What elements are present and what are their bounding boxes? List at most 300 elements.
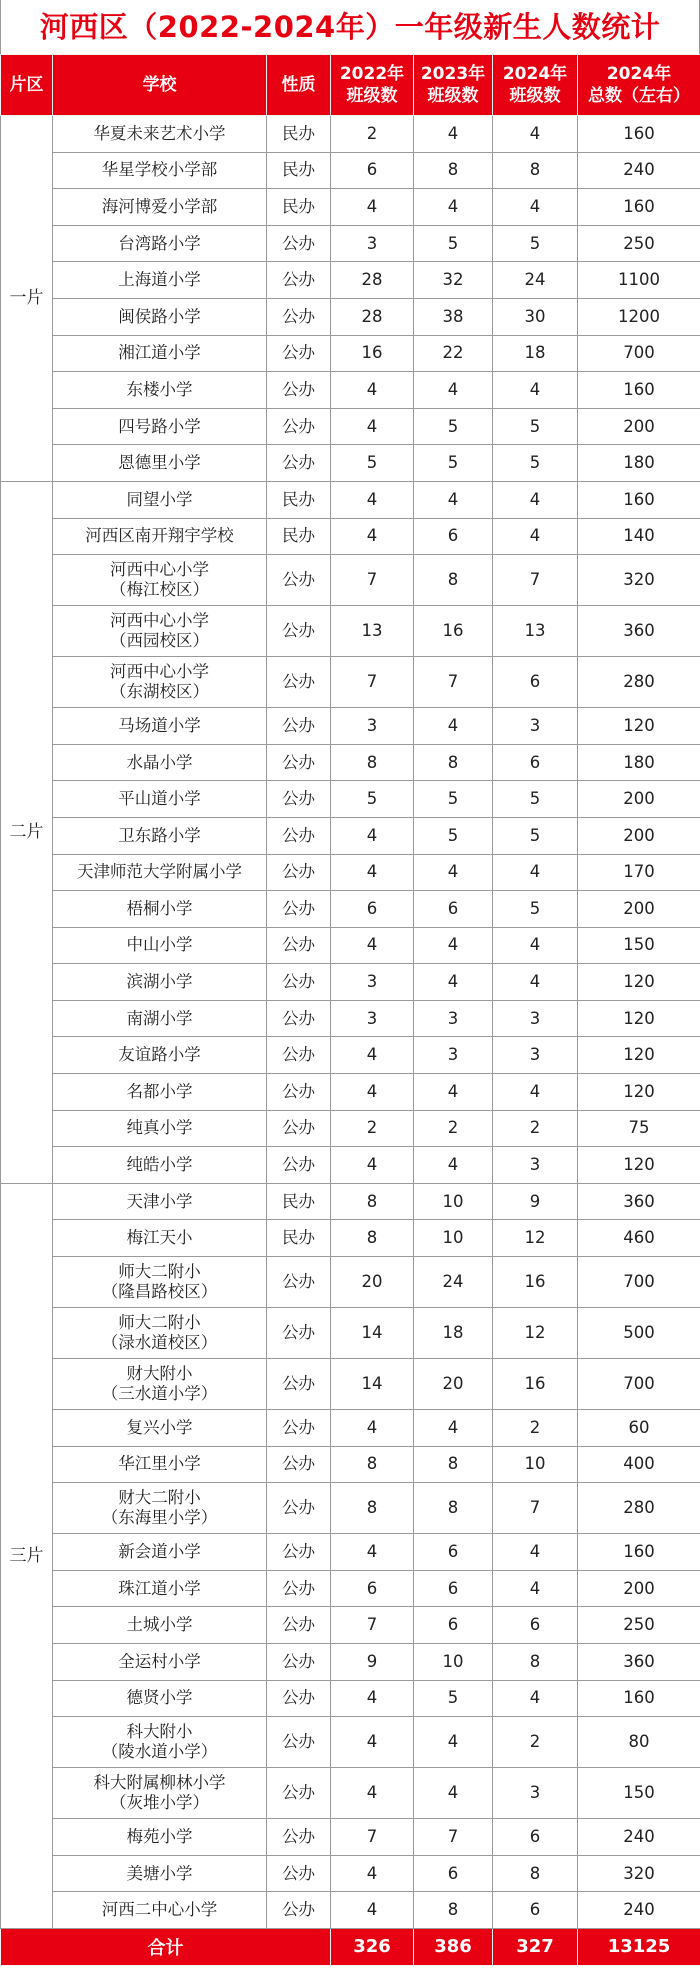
school-cell xyxy=(53,1717,267,1768)
classes-2023-cell: 6 xyxy=(414,1855,493,1892)
total-2024-cell: 460 xyxy=(578,1220,700,1257)
classes-2023-cell: 6 xyxy=(414,1570,493,1607)
classes-2024-cell: 4 xyxy=(493,116,578,153)
table-row xyxy=(1,152,700,189)
table-row xyxy=(1,1534,700,1571)
classes-2024-cell: 4 xyxy=(493,1680,578,1717)
school-name-line: 东楼小学 xyxy=(126,379,193,399)
type-cell: 公办 xyxy=(267,657,331,708)
school-cell xyxy=(53,1644,267,1681)
table-row xyxy=(1,1819,700,1856)
school-cell xyxy=(53,1607,267,1644)
table-row xyxy=(1,445,700,482)
classes-2022-cell: 8 xyxy=(331,1183,414,1220)
classes-2023-cell: 4 xyxy=(414,1074,493,1111)
type-cell: 民办 xyxy=(267,116,331,153)
total-label: 合计 xyxy=(1,1928,331,1965)
type-cell: 公办 xyxy=(267,1257,331,1308)
table-row xyxy=(1,335,700,372)
classes-2024-cell: 6 xyxy=(493,1607,578,1644)
classes-2022-cell: 4 xyxy=(331,1534,414,1571)
table-body xyxy=(1,116,700,1929)
classes-2024-cell: 5 xyxy=(493,445,578,482)
total-2024-cell: 160 xyxy=(578,189,700,226)
classes-2022-cell: 20 xyxy=(331,1257,414,1308)
classes-2022-cell: 4 xyxy=(331,408,414,445)
classes-2023-cell: 10 xyxy=(414,1220,493,1257)
classes-2024-cell: 13 xyxy=(493,606,578,657)
total-2024-cell: 150 xyxy=(578,927,700,964)
total-2024-cell: 1200 xyxy=(578,298,700,335)
school-cell xyxy=(53,1110,267,1147)
school-name-line: 梅苑小学 xyxy=(126,1826,193,1846)
classes-2022-cell: 4 xyxy=(331,372,414,409)
school-name-line: （东海里小学） xyxy=(101,1508,218,1528)
total-2023: 386 xyxy=(414,1928,493,1965)
school-name-line: 天津师范大学附属小学 xyxy=(77,862,242,882)
classes-2022-cell: 6 xyxy=(331,1570,414,1607)
table-row xyxy=(1,1147,700,1184)
school-cell xyxy=(53,781,267,818)
classes-2024-cell: 5 xyxy=(493,817,578,854)
classes-2022-cell: 6 xyxy=(331,152,414,189)
classes-2023-cell: 4 xyxy=(414,964,493,1001)
school-cell xyxy=(53,335,267,372)
district-cell: 一片 xyxy=(1,116,53,482)
classes-2023-cell: 10 xyxy=(414,1183,493,1220)
total-2024-cell: 160 xyxy=(578,372,700,409)
school-name-line: 河西区南开翔宇学校 xyxy=(85,526,234,546)
school-name-line: （三水道小学） xyxy=(101,1384,218,1404)
school-cell xyxy=(53,1183,267,1220)
total-2024-cell: 75 xyxy=(578,1110,700,1147)
classes-2023-cell: 16 xyxy=(414,606,493,657)
type-cell: 公办 xyxy=(267,1768,331,1819)
classes-2024-cell: 12 xyxy=(493,1220,578,1257)
total-2024-cell: 80 xyxy=(578,1717,700,1768)
school-cell xyxy=(53,1359,267,1410)
classes-2023-cell: 4 xyxy=(414,1768,493,1819)
school-name-line: 河西二中心小学 xyxy=(101,1900,218,1920)
school-name-line: 湘江道小学 xyxy=(118,343,201,363)
table-row xyxy=(1,408,700,445)
classes-2022-cell: 4 xyxy=(331,1892,414,1929)
school-name-line: 华星学校小学部 xyxy=(101,160,218,180)
total-2024-cell: 280 xyxy=(578,1483,700,1534)
school-cell xyxy=(53,225,267,262)
school-cell xyxy=(53,445,267,482)
school-name-line: （渌水道校区） xyxy=(101,1333,218,1353)
type-cell: 公办 xyxy=(267,1110,331,1147)
type-cell: 公办 xyxy=(267,744,331,781)
classes-2023-cell: 38 xyxy=(414,298,493,335)
classes-2024-cell: 5 xyxy=(493,891,578,928)
classes-2024-cell: 3 xyxy=(493,1147,578,1184)
type-cell: 公办 xyxy=(267,225,331,262)
school-name-line: 复兴小学 xyxy=(126,1417,193,1437)
classes-2024-cell: 4 xyxy=(493,854,578,891)
classes-2023-cell: 18 xyxy=(414,1308,493,1359)
school-name-line: 德贤小学 xyxy=(126,1688,193,1708)
classes-2023-cell: 8 xyxy=(414,555,493,606)
school-cell xyxy=(53,1147,267,1184)
school-name-line: （灰堆小学） xyxy=(110,1793,209,1813)
classes-2024-cell: 5 xyxy=(493,781,578,818)
school-cell xyxy=(53,964,267,1001)
table-row xyxy=(1,1892,700,1929)
type-cell: 公办 xyxy=(267,854,331,891)
classes-2024-cell: 4 xyxy=(493,372,578,409)
school-cell xyxy=(53,1000,267,1037)
school-cell xyxy=(53,262,267,299)
classes-2023-cell: 5 xyxy=(414,1680,493,1717)
classes-2024-cell: 8 xyxy=(493,152,578,189)
classes-2024-cell: 3 xyxy=(493,1768,578,1819)
school-cell xyxy=(53,116,267,153)
school-cell xyxy=(53,1680,267,1717)
classes-2023-cell: 4 xyxy=(414,116,493,153)
table-footer xyxy=(1,1928,700,1965)
classes-2024-cell: 7 xyxy=(493,1483,578,1534)
classes-2022-cell: 8 xyxy=(331,744,414,781)
total-2024-cell: 160 xyxy=(578,116,700,153)
table-row xyxy=(1,1446,700,1483)
total-2024-cell: 120 xyxy=(578,1147,700,1184)
type-cell: 公办 xyxy=(267,1483,331,1534)
type-cell: 公办 xyxy=(267,1819,331,1856)
school-name-line: 河西中心小学 xyxy=(110,560,209,580)
classes-2022-cell: 3 xyxy=(331,708,414,745)
school-name-line: 上海道小学 xyxy=(118,270,201,290)
classes-2023-cell: 4 xyxy=(414,481,493,518)
classes-2024-cell: 2 xyxy=(493,1410,578,1447)
classes-2024-cell: 2 xyxy=(493,1110,578,1147)
classes-2024-cell: 2 xyxy=(493,1717,578,1768)
table-row xyxy=(1,1308,700,1359)
school-name-line: 梧桐小学 xyxy=(126,898,193,918)
table-row xyxy=(1,964,700,1001)
school-name-line: 土城小学 xyxy=(126,1615,193,1635)
school-name-line: 马场道小学 xyxy=(118,715,201,735)
header-district: 片区 xyxy=(1,55,53,116)
type-cell: 公办 xyxy=(267,1855,331,1892)
classes-2022-cell: 13 xyxy=(331,606,414,657)
table-row xyxy=(1,1000,700,1037)
classes-2024-cell: 4 xyxy=(493,1570,578,1607)
school-cell xyxy=(53,481,267,518)
total-2024-cell: 500 xyxy=(578,1308,700,1359)
type-cell: 公办 xyxy=(267,1534,331,1571)
classes-2022-cell: 5 xyxy=(331,781,414,818)
table-row xyxy=(1,1037,700,1074)
school-cell xyxy=(53,1446,267,1483)
table-row xyxy=(1,1855,700,1892)
classes-2023-cell: 7 xyxy=(414,657,493,708)
table-header xyxy=(1,55,700,116)
classes-2022-cell: 8 xyxy=(331,1446,414,1483)
school-cell xyxy=(53,657,267,708)
school-name-line: 台湾路小学 xyxy=(118,233,201,253)
total-2024-cell: 160 xyxy=(578,1534,700,1571)
classes-2022-cell: 4 xyxy=(331,189,414,226)
school-name-line: 纯皓小学 xyxy=(126,1155,193,1175)
classes-2024-cell: 6 xyxy=(493,1819,578,1856)
total-2024-cell: 250 xyxy=(578,1607,700,1644)
classes-2022-cell: 3 xyxy=(331,1000,414,1037)
classes-2023-cell: 10 xyxy=(414,1644,493,1681)
school-name-line: （陵水道小学） xyxy=(101,1742,218,1762)
classes-2023-cell: 5 xyxy=(414,408,493,445)
type-cell: 公办 xyxy=(267,1644,331,1681)
table-row xyxy=(1,1570,700,1607)
classes-2022-cell: 4 xyxy=(331,854,414,891)
school-name-line: 平山道小学 xyxy=(118,789,201,809)
classes-2023-cell: 4 xyxy=(414,1147,493,1184)
total-2024-cell: 170 xyxy=(578,854,700,891)
classes-2024-cell: 6 xyxy=(493,657,578,708)
table-row xyxy=(1,606,700,657)
classes-2024-cell: 3 xyxy=(493,708,578,745)
classes-2023-cell: 6 xyxy=(414,1534,493,1571)
school-cell xyxy=(53,1855,267,1892)
table-row xyxy=(1,1644,700,1681)
classes-2022-cell: 4 xyxy=(331,1074,414,1111)
school-name-line: 南湖小学 xyxy=(126,1008,193,1028)
school-name-line: 科大附属柳林小学 xyxy=(93,1773,226,1793)
classes-2024-cell: 4 xyxy=(493,927,578,964)
type-cell: 公办 xyxy=(267,964,331,1001)
school-cell xyxy=(53,152,267,189)
school-cell xyxy=(53,817,267,854)
classes-2022-cell: 16 xyxy=(331,335,414,372)
total-2024-cell: 360 xyxy=(578,1183,700,1220)
total-2024-cell: 200 xyxy=(578,817,700,854)
table-row xyxy=(1,854,700,891)
total-2024-cell: 180 xyxy=(578,744,700,781)
school-cell xyxy=(53,708,267,745)
table-row xyxy=(1,927,700,964)
classes-2023-cell: 32 xyxy=(414,262,493,299)
table-row xyxy=(1,1110,700,1147)
total-2024-cell: 120 xyxy=(578,1037,700,1074)
type-cell: 公办 xyxy=(267,891,331,928)
classes-2022-cell: 4 xyxy=(331,1717,414,1768)
table-row xyxy=(1,1074,700,1111)
type-cell: 公办 xyxy=(267,298,331,335)
school-cell xyxy=(53,189,267,226)
type-cell: 公办 xyxy=(267,1892,331,1929)
total-2024: 327 xyxy=(493,1928,578,1965)
classes-2024-cell: 10 xyxy=(493,1446,578,1483)
header-2024-total: 2024年 总数（左右） xyxy=(578,55,700,116)
classes-2023-cell: 8 xyxy=(414,744,493,781)
school-cell xyxy=(53,1308,267,1359)
classes-2022-cell: 4 xyxy=(331,1410,414,1447)
total-2024-cell: 700 xyxy=(578,1359,700,1410)
school-cell xyxy=(53,606,267,657)
header-row xyxy=(1,55,700,116)
classes-2024-cell: 7 xyxy=(493,555,578,606)
classes-2024-cell: 12 xyxy=(493,1308,578,1359)
total-2024-cell: 240 xyxy=(578,1892,700,1929)
classes-2023-cell: 6 xyxy=(414,891,493,928)
school-name-line: （隆昌路校区） xyxy=(101,1282,218,1302)
classes-2022-cell: 2 xyxy=(331,1110,414,1147)
classes-2022-cell: 4 xyxy=(331,1680,414,1717)
classes-2024-cell: 8 xyxy=(493,1644,578,1681)
classes-2022-cell: 28 xyxy=(331,262,414,299)
table-row xyxy=(1,481,700,518)
classes-2023-cell: 4 xyxy=(414,927,493,964)
classes-2022-cell: 4 xyxy=(331,1768,414,1819)
classes-2023-cell: 5 xyxy=(414,817,493,854)
table-row xyxy=(1,744,700,781)
classes-2023-cell: 5 xyxy=(414,445,493,482)
classes-2023-cell: 24 xyxy=(414,1257,493,1308)
total-2024-cell: 200 xyxy=(578,1570,700,1607)
total-2024-cell: 700 xyxy=(578,1257,700,1308)
classes-2022-cell: 4 xyxy=(331,518,414,555)
school-name-line: 水晶小学 xyxy=(126,752,193,772)
table-row xyxy=(1,555,700,606)
school-name-line: 华夏未来艺术小学 xyxy=(93,123,226,143)
classes-2024-cell: 4 xyxy=(493,1074,578,1111)
table-row xyxy=(1,1768,700,1819)
type-cell: 公办 xyxy=(267,606,331,657)
school-cell xyxy=(53,1074,267,1111)
school-cell xyxy=(53,1534,267,1571)
total-2024-cell: 160 xyxy=(578,1680,700,1717)
header-school: 学校 xyxy=(53,55,267,116)
total-2024-cell: 400 xyxy=(578,1446,700,1483)
classes-2023-cell: 4 xyxy=(414,372,493,409)
school-cell xyxy=(53,555,267,606)
page-title: 河西区（2022-2024年）一年级新生人数统计 xyxy=(0,0,700,54)
school-name-line: 友谊路小学 xyxy=(118,1045,201,1065)
school-cell xyxy=(53,1220,267,1257)
classes-2022-cell: 8 xyxy=(331,1483,414,1534)
type-cell: 公办 xyxy=(267,817,331,854)
total-2024-cell: 140 xyxy=(578,518,700,555)
total-2024-cell: 120 xyxy=(578,708,700,745)
classes-2023-cell: 8 xyxy=(414,152,493,189)
type-cell: 公办 xyxy=(267,1074,331,1111)
classes-2022-cell: 28 xyxy=(331,298,414,335)
school-cell xyxy=(53,854,267,891)
classes-2022-cell: 4 xyxy=(331,1855,414,1892)
classes-2024-cell: 4 xyxy=(493,481,578,518)
school-name-line: 河西中心小学 xyxy=(110,611,209,631)
school-name-line: 珠江道小学 xyxy=(118,1578,201,1598)
classes-2023-cell: 22 xyxy=(414,335,493,372)
school-name-line: 四号路小学 xyxy=(118,416,201,436)
school-name-line: 纯真小学 xyxy=(126,1118,193,1138)
school-cell xyxy=(53,408,267,445)
classes-2024-cell: 3 xyxy=(493,1000,578,1037)
type-cell: 公办 xyxy=(267,445,331,482)
school-name-line: 闽侯路小学 xyxy=(118,306,201,326)
classes-2022-cell: 4 xyxy=(331,1037,414,1074)
type-cell: 公办 xyxy=(267,1037,331,1074)
table-row xyxy=(1,262,700,299)
classes-2024-cell: 5 xyxy=(493,408,578,445)
table-row xyxy=(1,225,700,262)
total-2024-cell: 200 xyxy=(578,781,700,818)
school-cell xyxy=(53,518,267,555)
total-2024-cell: 180 xyxy=(578,445,700,482)
school-cell xyxy=(53,1819,267,1856)
classes-2024-cell: 8 xyxy=(493,1855,578,1892)
classes-2023-cell: 7 xyxy=(414,1819,493,1856)
school-name-line: 美塘小学 xyxy=(126,1863,193,1883)
classes-2022-cell: 4 xyxy=(331,927,414,964)
classes-2023-cell: 2 xyxy=(414,1110,493,1147)
classes-2024-cell: 4 xyxy=(493,1534,578,1571)
total-2024-cell: 200 xyxy=(578,891,700,928)
type-cell: 公办 xyxy=(267,927,331,964)
classes-2022-cell: 4 xyxy=(331,481,414,518)
classes-2022-cell: 4 xyxy=(331,817,414,854)
total-2024-cell: 120 xyxy=(578,964,700,1001)
total-2024-cell: 280 xyxy=(578,657,700,708)
school-name-line: 财大附小 xyxy=(126,1364,193,1384)
school-cell xyxy=(53,1570,267,1607)
classes-2022-cell: 7 xyxy=(331,1819,414,1856)
school-name-line: 名都小学 xyxy=(126,1081,193,1101)
school-name-line: 滨湖小学 xyxy=(126,972,193,992)
school-cell xyxy=(53,298,267,335)
total-2024-cell: 360 xyxy=(578,1644,700,1681)
type-cell: 公办 xyxy=(267,1446,331,1483)
table-row xyxy=(1,1359,700,1410)
type-cell: 公办 xyxy=(267,1308,331,1359)
school-cell xyxy=(53,372,267,409)
school-name-line: 河西中心小学 xyxy=(110,662,209,682)
type-cell: 公办 xyxy=(267,1410,331,1447)
classes-2022-cell: 4 xyxy=(331,1147,414,1184)
classes-2022-cell: 9 xyxy=(331,1644,414,1681)
classes-2024-cell: 9 xyxy=(493,1183,578,1220)
table-row xyxy=(1,1680,700,1717)
classes-2024-cell: 3 xyxy=(493,1037,578,1074)
table-row xyxy=(1,1220,700,1257)
table-row xyxy=(1,817,700,854)
school-cell xyxy=(53,1892,267,1929)
table-row xyxy=(1,116,700,153)
total-2024-cell: 700 xyxy=(578,335,700,372)
header-2023-classes: 2023年 班级数 xyxy=(414,55,493,116)
school-name-line: （西园校区） xyxy=(110,631,209,651)
total-2024-cell: 150 xyxy=(578,1768,700,1819)
table-row xyxy=(1,518,700,555)
table-row xyxy=(1,657,700,708)
classes-2023-cell: 4 xyxy=(414,708,493,745)
type-cell: 公办 xyxy=(267,335,331,372)
type-cell: 公办 xyxy=(267,1607,331,1644)
classes-2023-cell: 6 xyxy=(414,1607,493,1644)
total-2024-cell: 200 xyxy=(578,408,700,445)
school-name-line: 师大二附小 xyxy=(118,1313,201,1333)
classes-2024-cell: 4 xyxy=(493,964,578,1001)
total-2024-cell: 60 xyxy=(578,1410,700,1447)
school-cell xyxy=(53,927,267,964)
header-2022-classes: 2022年 班级数 xyxy=(331,55,414,116)
total-2022: 326 xyxy=(331,1928,414,1965)
type-cell: 民办 xyxy=(267,518,331,555)
total-2024-cell: 120 xyxy=(578,1074,700,1111)
table-row xyxy=(1,1483,700,1534)
school-name-line: 梅江天小 xyxy=(126,1228,193,1248)
